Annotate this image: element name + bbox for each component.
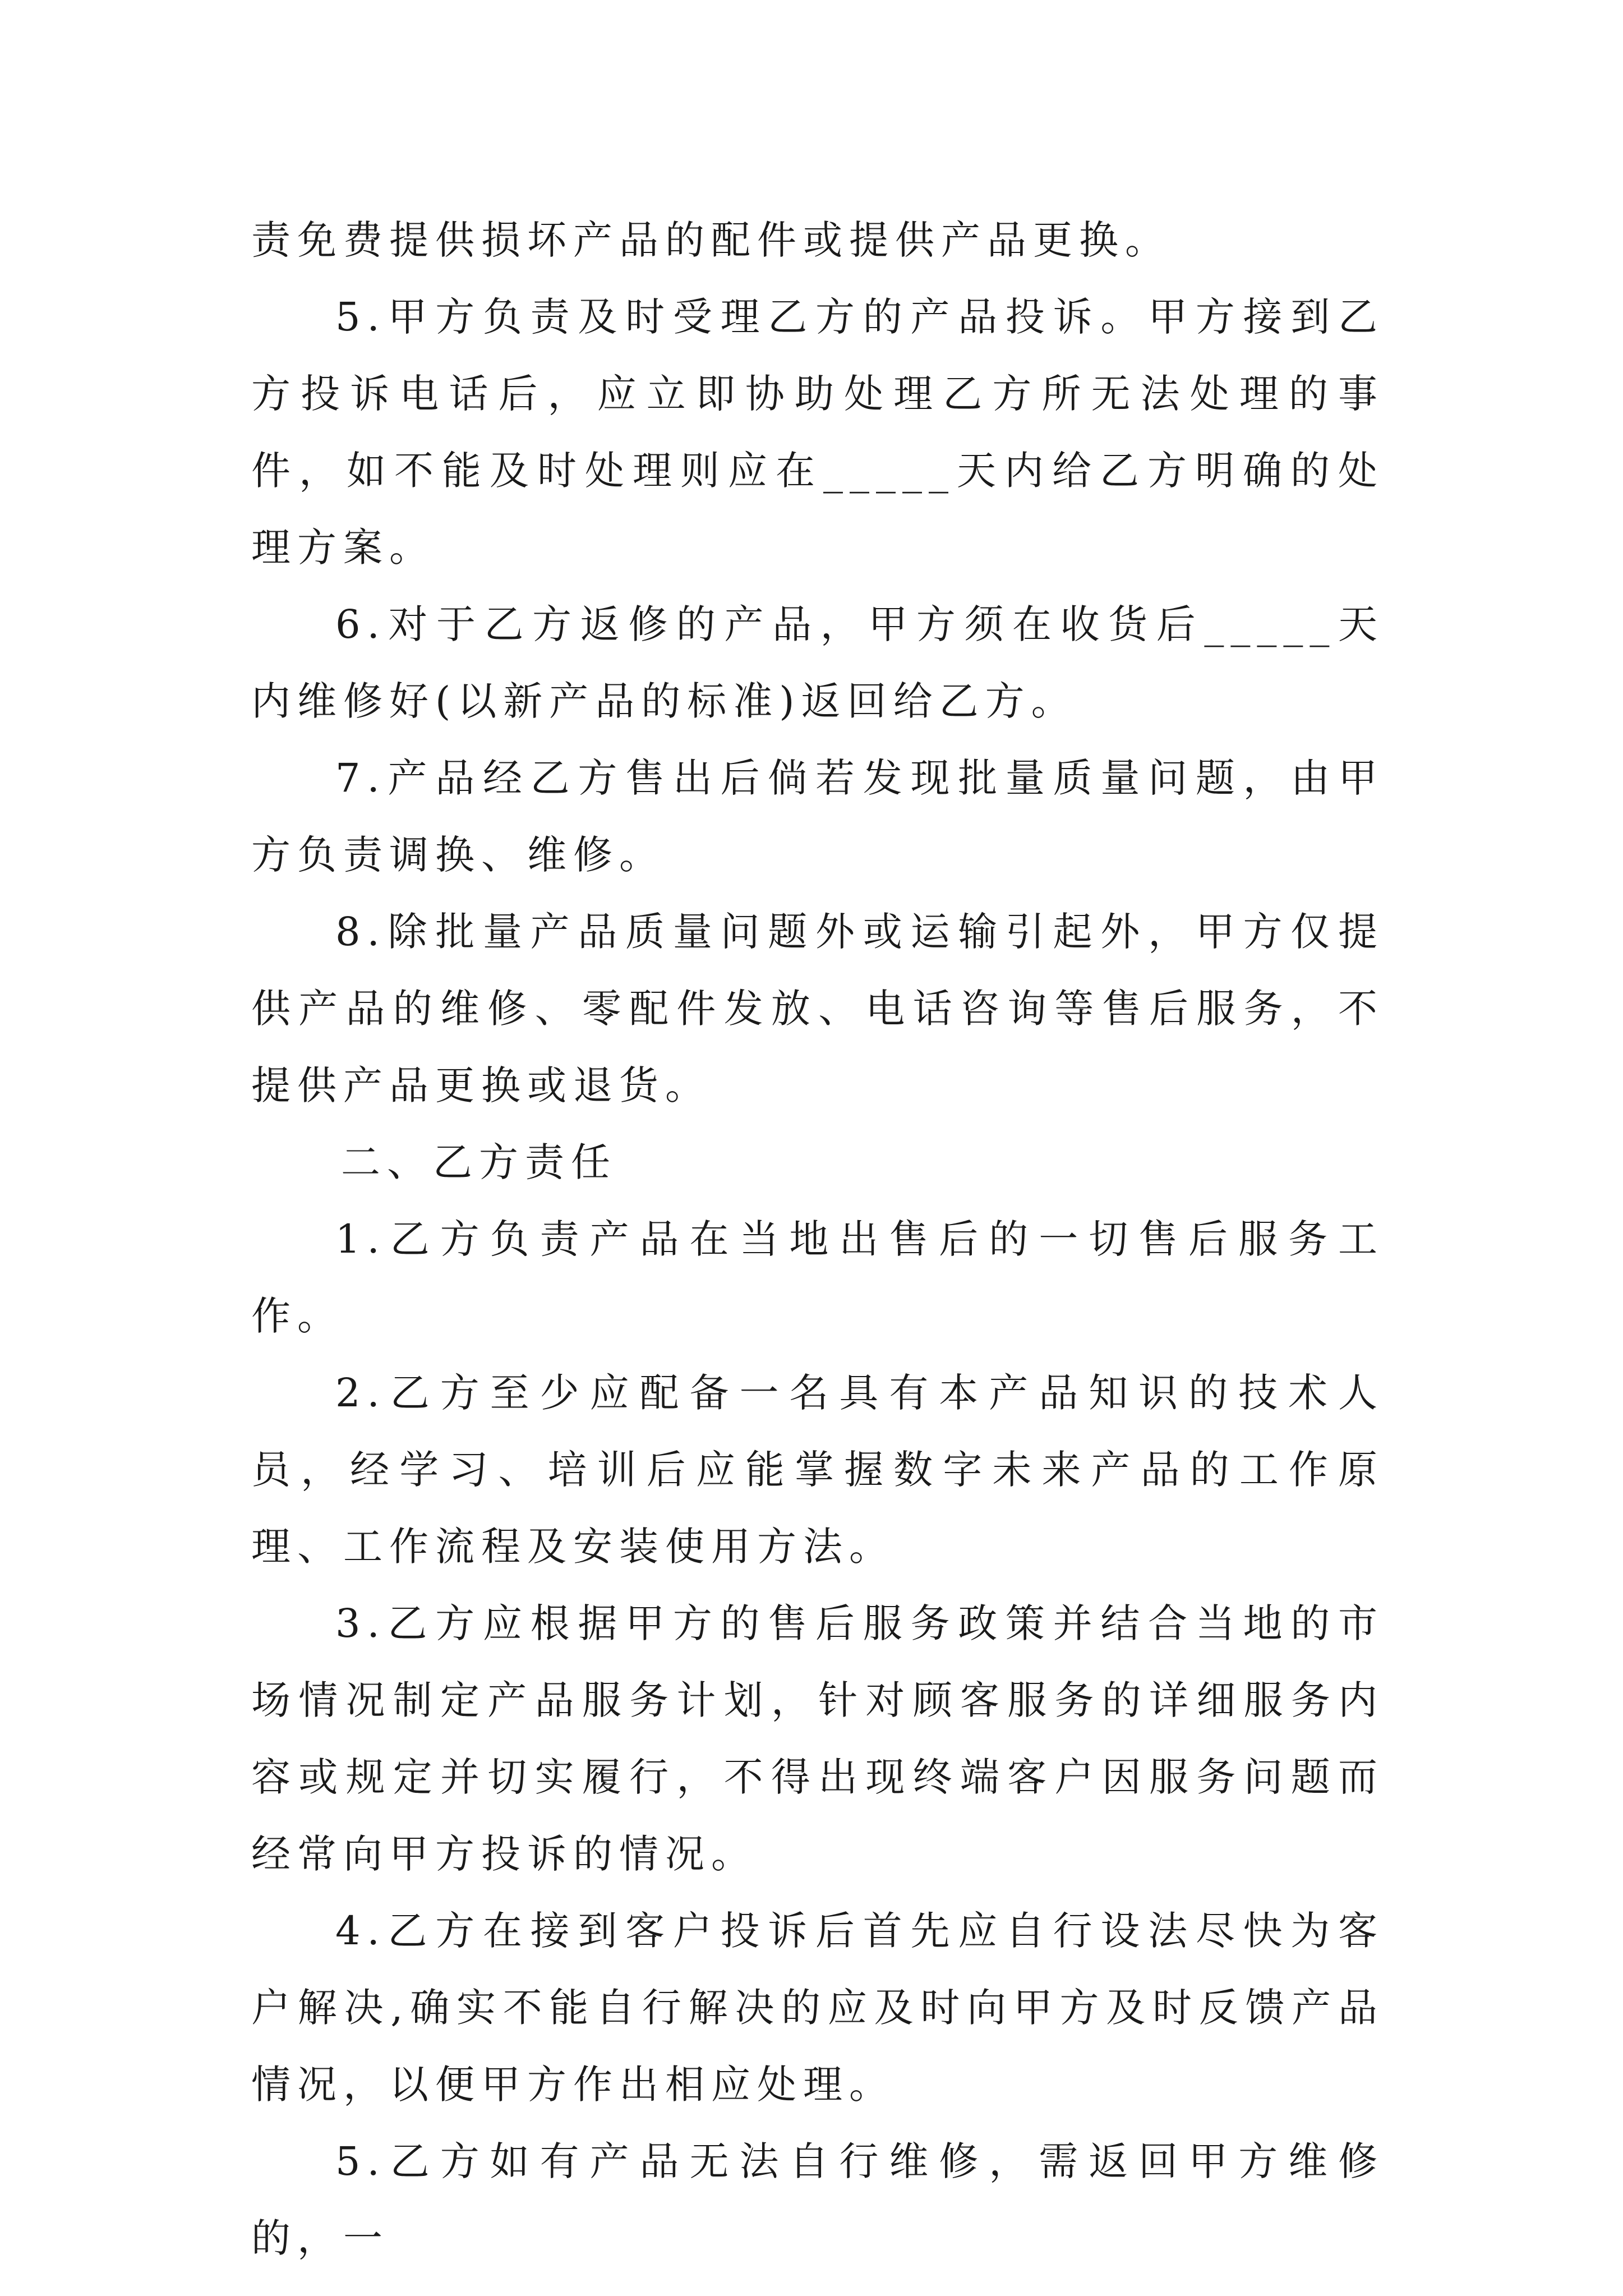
clause-b3: 3.乙方应根据甲方的售后服务政策并结合当地的市场情况制定产品服务计划，针对顾客服务的详细服务内容或规定并切实履行，不得出现终端客户因服务问题而经常向甲方投诉的情况。: [251, 1600, 1384, 1877]
document-body: [251, 202, 1384, 2277]
clause-a7: 7.产品经乙方售出后倘若发现批量质量问题，由甲方负责调换、维修。: [251, 755, 1384, 878]
clause-b2: 2.乙方至少应配备一名具有本产品知识的技术人员，经学习、培训后应能掌握数字未来产品的工作原理、工作流程及安装使用方法。: [251, 1370, 1384, 1570]
section-heading-party-b: 二、乙方责任: [341, 1139, 617, 1185]
clause-b1: 1.乙方负责产品在当地出售后的一切售后服务工作。: [251, 1216, 1384, 1339]
clause-a8: 8.除批量产品质量问题外或运输引起外，甲方仅提供产品的维修、零配件发放、电话咨询等售后服务，不提供产品更换或退货。: [251, 909, 1384, 1108]
paragraph-continued: 责免费提供损坏产品的配件或提供产品更换。: [251, 217, 1171, 263]
clause-a5: 5.甲方负责及时受理乙方的产品投诉。甲方接到乙方投诉电话后，应立即协助处理乙方所无法处理的事件，如不能及时处理则应在_____天内给乙方明确的处理方案。: [251, 294, 1384, 570]
clause-a6: 6.对于乙方返修的产品，甲方须在收货后_____天内维修好(以新产品的标准)返回给乙方。: [251, 601, 1384, 724]
clause-b5: 5.乙方如有产品无法自行维修，需返回甲方维修的，一: [251, 2138, 1384, 2261]
clause-b4: 4.乙方在接到客户投诉后首先应自行设法尽快为客户解决,确实不能自行解决的应及时向甲方及时反馈产品情况，以便甲方作出相应处理。: [251, 1908, 1384, 2108]
